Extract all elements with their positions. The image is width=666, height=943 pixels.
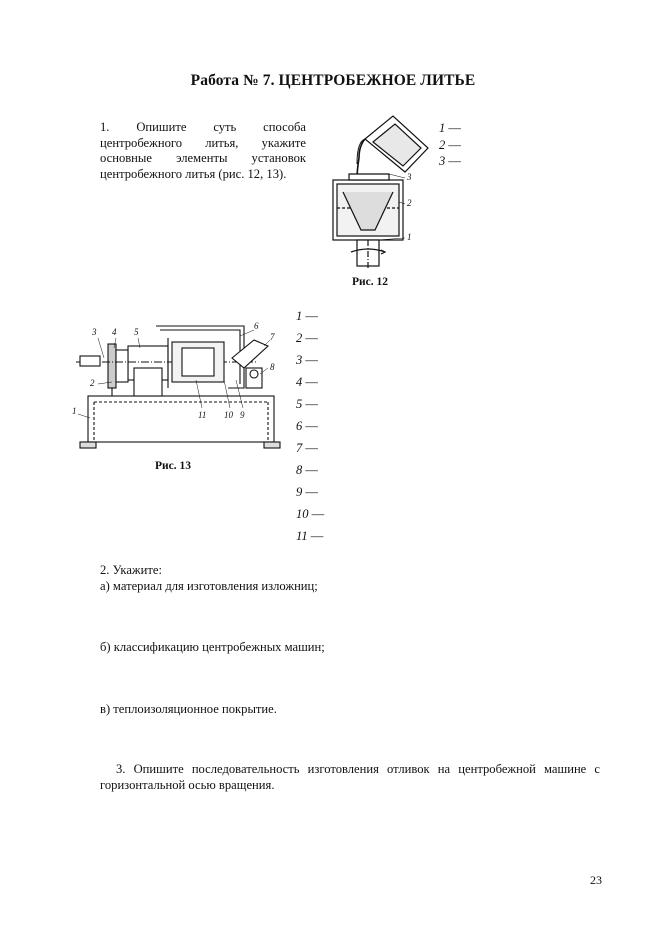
legend-item [296, 393, 324, 415]
legend-item [296, 503, 324, 525]
legend-num: 2 [296, 331, 303, 345]
question-2-item-b: б) классификацию центробежных машин; [100, 640, 325, 654]
figure-12-caption: Рис. 12 [352, 276, 389, 288]
question-1-text: 1. Опишите суть способа центробежного литья, укажите основные элементы установок центробежного литья (рис. 12, 13). [100, 120, 306, 181]
fig13-callout-5: 5 [134, 327, 139, 337]
mould-drawing [333, 174, 403, 270]
fig13-callout-1: 1 [72, 406, 77, 416]
question-2-heading: 2. Укажите: [100, 563, 162, 577]
legend-item [296, 349, 324, 371]
legend-dash: — [302, 353, 318, 367]
legend-dash: — [302, 463, 318, 477]
legend-item [296, 327, 324, 349]
legend-num: 3 [296, 353, 303, 367]
legend-dash: — [302, 331, 318, 345]
ladle-drawing [357, 116, 428, 172]
figure-12-diagram [313, 112, 433, 272]
legend-num: 7 [296, 441, 303, 455]
legend-item [296, 481, 324, 503]
legend-dash: — [445, 137, 461, 152]
legend-dash: — [302, 309, 318, 323]
legend-num: 4 [296, 375, 303, 389]
legend-dash: — [307, 529, 324, 543]
fig13-callout-9: 9 [240, 410, 245, 420]
fig13-callout-6: 6 [254, 321, 259, 331]
legend-dash: — [302, 441, 318, 455]
machine-frame [88, 396, 274, 442]
legend-num: 5 [296, 397, 303, 411]
question-2-item-c: в) теплоизоляционное покрытие. [100, 702, 277, 716]
page-number: 23 [590, 873, 602, 887]
legend-num: 1 [439, 121, 446, 135]
fig13-callout-3: 3 [92, 327, 97, 337]
legend-dash: — [302, 397, 318, 411]
figure-13-caption: Рис. 13 [155, 460, 192, 472]
figure-13-legend [296, 305, 324, 547]
fig13-callout-10: 10 [224, 410, 233, 420]
question-2-item-a: а) материал для изготовления изложниц; [100, 579, 318, 593]
legend-item [296, 371, 324, 393]
legend-num: 3 [439, 154, 446, 168]
legend-item [439, 120, 461, 137]
pouring-trough [232, 340, 268, 368]
legend-dash: — [302, 375, 318, 389]
legend-num: 6 [296, 419, 303, 433]
figure-13-diagram [68, 318, 290, 456]
fig12-callout-1: 1 [407, 232, 412, 242]
fig13-callout-2: 2 [90, 378, 95, 388]
fig13-callout-7: 7 [270, 332, 275, 342]
legend-num: 10 [296, 507, 309, 521]
page-title: Работа № 7. ЦЕНТРОБЕЖНОЕ ЛИТЬЕ [190, 72, 476, 89]
legend-num: 9 [296, 485, 303, 499]
legend-num: 1 [296, 309, 303, 323]
legend-item [296, 305, 324, 327]
fig13-callout-11: 11 [198, 410, 207, 420]
legend-dash: — [308, 507, 325, 521]
fig12-callout-2: 2 [407, 198, 412, 208]
legend-dash: — [302, 419, 318, 433]
legend-num: 11 [296, 529, 308, 543]
legend-dash: — [445, 154, 461, 168]
legend-num: 2 [439, 137, 446, 152]
legend-item [296, 437, 324, 459]
legend-item [296, 525, 324, 547]
legend-num: 8 [296, 463, 303, 477]
fig12-callout-3: 3 [407, 172, 412, 182]
legend-dash: — [445, 121, 461, 135]
legend-item [439, 153, 461, 170]
question-3-text: 3. Опишите последовательность изготовления отливок на центробежной машине с горизонтальной осью вращения. [100, 762, 600, 792]
figure-12-legend [439, 120, 461, 170]
legend-item [439, 137, 461, 154]
fig13-callout-4: 4 [112, 327, 117, 337]
fig13-callout-8: 8 [270, 362, 275, 372]
legend-item [296, 459, 324, 481]
legend-item [296, 415, 324, 437]
legend-dash: — [302, 485, 318, 499]
